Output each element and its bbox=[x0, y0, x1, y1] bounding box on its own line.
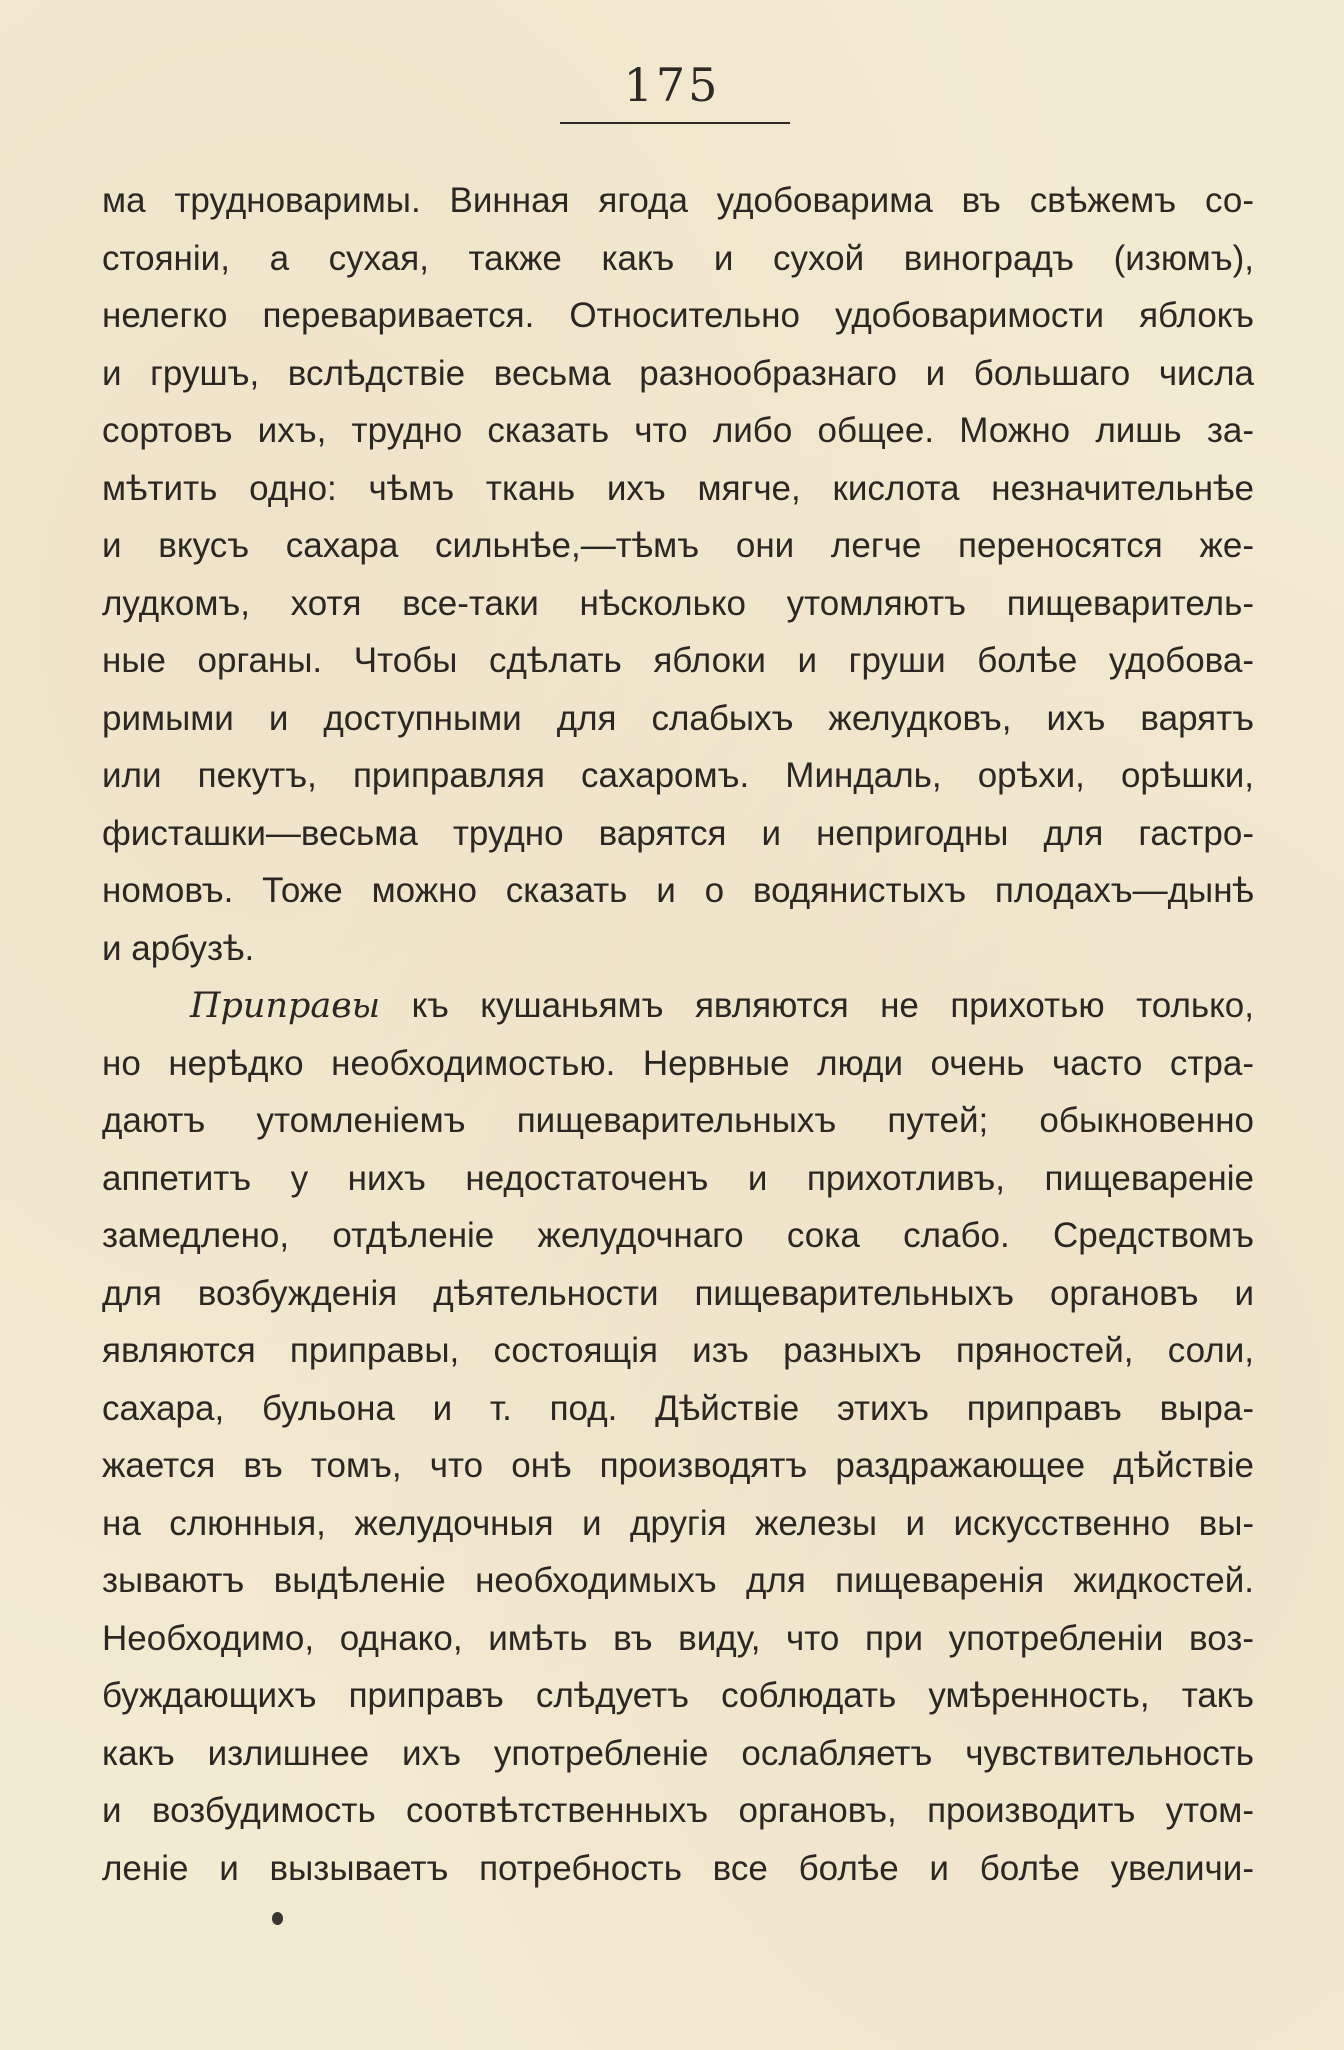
text-line: или пекутъ, приправляя сахаромъ. Миндаль, орѣхи, орѣшки, bbox=[102, 756, 1254, 795]
text-line: аппетитъ у нихъ недостаточенъ и прихотливъ, пищевареніе bbox=[102, 1158, 1254, 1198]
text-line: лудкомъ, хотя все-таки нѣсколько утомляютъ пищеваритель- bbox=[102, 583, 1254, 623]
text-line: фисташки—весьма трудно варятся и непригодны для гастро- bbox=[102, 813, 1254, 853]
text-line: нелегко переваривается. Относительно удобоваримости яблокъ bbox=[102, 296, 1254, 335]
text-line: сортовъ ихъ, трудно сказать что либо общее. Можно лишь за- bbox=[102, 411, 1254, 450]
paragraph-first-line bbox=[102, 977, 1254, 1035]
text-line: буждающихъ приправъ слѣдуетъ соблюдать умѣренность, такъ bbox=[102, 1676, 1254, 1715]
text-line: номовъ. Тоже можно сказать и о водянистыхъ плодахъ—дынѣ bbox=[102, 871, 1254, 910]
text-line: на слюнныя, желудочныя и другія железы и искусственно вы- bbox=[102, 1503, 1254, 1543]
page-number: 175 bbox=[623, 58, 721, 112]
text-line: стояніи, а сухая, также какъ и сухой виноградъ (изюмъ), bbox=[102, 238, 1254, 278]
text-line: замедлено, отдѣленіе желудочнаго сока слабо. Средствомъ bbox=[102, 1216, 1254, 1255]
text-line: и вкусъ сахара сильнѣе,—тѣмъ они легче переносятся же- bbox=[102, 526, 1254, 565]
ink-speck bbox=[272, 1912, 283, 1925]
text-line: римыми и доступными для слабыхъ желудковъ, ихъ варятъ bbox=[102, 698, 1254, 738]
text-line: мѣтить одно: чѣмъ ткань ихъ мягче, кислота незначительнѣе bbox=[102, 468, 1254, 508]
text-line: и возбудимость соотвѣтственныхъ органовъ, производитъ утом- bbox=[102, 1791, 1254, 1830]
text-line: но нерѣдко необходимостью. Нервные люди очень часто стра- bbox=[102, 1043, 1254, 1083]
text-line: ные органы. Чтобы сдѣлать яблоки и груши болѣе удобова- bbox=[102, 641, 1254, 680]
text-line: и арбузѣ. bbox=[102, 928, 255, 968]
body-text bbox=[102, 172, 1254, 1897]
text-line: даютъ утомленіемъ пищеварительныхъ путей; обыкновенно bbox=[102, 1101, 1254, 1140]
text-line: являются приправы, состоящія изъ разныхъ пряностей, соли, bbox=[102, 1331, 1254, 1370]
text-line: сахара, бульона и т. под. Дѣйствіе этихъ приправъ выра- bbox=[102, 1388, 1254, 1428]
text-line: Необходимо, однако, имѣть въ виду, что при употребленіи воз- bbox=[102, 1618, 1254, 1658]
text-line: жается въ томъ, что онѣ производятъ раздражающее дѣйствіе bbox=[102, 1446, 1254, 1485]
text-line: ма трудноваримы. Винная ягода удобоварима въ свѣжемъ со- bbox=[102, 181, 1254, 220]
text-line: зываютъ выдѣленіе необходимыхъ для пищеваренія жидкостей. bbox=[102, 1561, 1254, 1600]
text-line: какъ излишнее ихъ употребленіе ослабляетъ чувствительность bbox=[102, 1733, 1254, 1773]
lead-word: Приправы bbox=[190, 986, 381, 1026]
first-line-rest: къ кушаньямъ являются не прихотью только, bbox=[411, 986, 1254, 1025]
page-number-rule bbox=[560, 122, 790, 124]
text-line: леніе и вызываетъ потребность все болѣе и болѣе увеличи- bbox=[102, 1848, 1254, 1888]
text-line: для возбужденія дѣятельности пищеварительныхъ органовъ и bbox=[102, 1273, 1254, 1313]
text-line: и грушъ, вслѣдствіе весьма разнообразнаго и большаго числа bbox=[102, 353, 1254, 393]
